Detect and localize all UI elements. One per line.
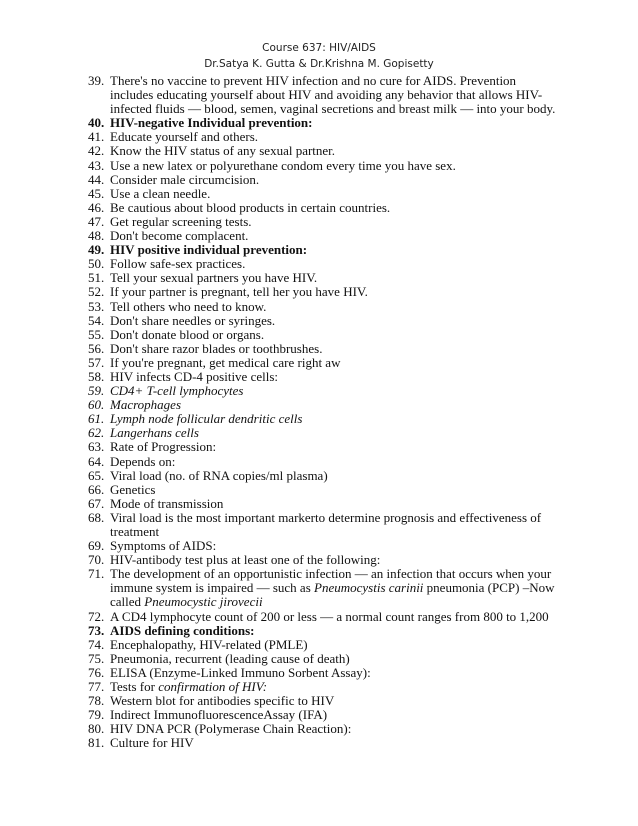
list-item: [88, 356, 558, 370]
list-item: [88, 314, 558, 328]
item-number: 55.: [88, 326, 105, 342]
item-number: 64.: [88, 453, 105, 469]
list-item: [88, 694, 558, 708]
item-number: 63.: [88, 439, 105, 455]
item-text: [110, 173, 558, 187]
text-segment: Macrophages: [110, 397, 182, 413]
item-text: [110, 426, 558, 440]
text-segment: Know the HIV status of any sexual partner.: [110, 143, 336, 159]
item-number: 43.: [88, 157, 105, 173]
list-item: [88, 553, 558, 567]
list-item: [88, 469, 558, 483]
item-number: 65.: [88, 467, 105, 483]
text-segment: Culture for HIV: [110, 735, 194, 751]
item-text: [110, 624, 558, 638]
item-text: [110, 553, 558, 567]
item-number: 73.: [88, 622, 105, 638]
list-item: [88, 328, 558, 342]
italic-text: Pneumocystic jirovecii: [144, 594, 263, 610]
list-item: [88, 201, 558, 215]
item-text: [110, 271, 558, 285]
list-item: [88, 271, 558, 285]
text-segment: Use a clean needle.: [110, 185, 211, 201]
list-item: [88, 497, 558, 511]
item-number: 79.: [88, 707, 105, 723]
item-text: [110, 708, 558, 722]
item-number: 48.: [88, 228, 105, 244]
text-segment: Tell others who need to know.: [110, 298, 267, 314]
item-number: 58.: [88, 368, 105, 384]
item-number: 57.: [88, 354, 105, 370]
text-segment: Don't share needles or syringes.: [110, 312, 276, 328]
text-segment: HIV positive individual prevention:: [110, 242, 308, 258]
item-text: [110, 722, 558, 736]
text-segment: The development of an opportunistic infection — an infection that occurs when your immune system is impaired — such as: [110, 566, 552, 596]
item-text: [110, 511, 558, 539]
text-segment: Lymph node follicular dendritic cells: [110, 411, 303, 427]
item-number: 66.: [88, 481, 105, 497]
item-number: 47.: [88, 213, 105, 229]
numbered-list: [88, 74, 558, 751]
text-segment: Langerhans cells: [110, 425, 199, 441]
text-segment: A CD4 lymphocyte count of 200 or less — a normal count ranges from 800 to 1,200: [110, 608, 549, 624]
item-number: 44.: [88, 171, 105, 187]
item-text: [110, 610, 558, 624]
item-text: [110, 455, 558, 469]
item-number: 53.: [88, 298, 105, 314]
list-item: [88, 398, 558, 412]
text-segment: CD4+ T-cell lymphocytes: [110, 383, 244, 399]
list-item: [88, 300, 558, 314]
item-text: [110, 398, 558, 412]
item-number: 62.: [88, 425, 105, 441]
item-number: 45.: [88, 185, 105, 201]
item-text: [110, 257, 558, 271]
item-text: [110, 159, 558, 173]
list-item: [88, 412, 558, 426]
text-segment: Consider male circumcision.: [110, 171, 260, 187]
course-title: Course 637: HIV/AIDS: [262, 42, 376, 54]
item-text: [110, 328, 558, 342]
list-item: [88, 610, 558, 624]
italic-text: confirmation of HIV:: [158, 679, 268, 695]
list-item: [88, 722, 558, 736]
list-item: [88, 370, 558, 384]
list-item: [88, 159, 558, 173]
item-text: [110, 314, 558, 328]
list-item: [88, 285, 558, 299]
list-item: [88, 652, 558, 666]
item-number: 71.: [88, 566, 105, 582]
item-text: [110, 187, 558, 201]
item-number: 56.: [88, 340, 105, 356]
text-segment: Rate of Progression:: [110, 439, 217, 455]
list-item: [88, 173, 558, 187]
item-text: [110, 483, 558, 497]
item-text: [110, 539, 558, 553]
list-item: [88, 567, 558, 609]
item-number: 78.: [88, 693, 105, 709]
list-item: [88, 539, 558, 553]
item-number: 67.: [88, 495, 105, 511]
item-number: 46.: [88, 199, 105, 215]
text-segment: Depends on:: [110, 453, 176, 469]
text-segment: If you're pregnant, get medical care right aw: [110, 354, 341, 370]
item-text: [110, 116, 558, 130]
list-item: [88, 483, 558, 497]
item-text: [110, 384, 558, 398]
text-segment: ELISA (Enzyme-Linked Immuno Sorbent Assay):: [110, 664, 371, 680]
item-number: 81.: [88, 735, 105, 751]
text-segment: Viral load (no. of RNA copies/ml plasma): [110, 467, 328, 483]
text-segment: Viral load is the most important markerto determine prognosis and effectiveness of treatment: [110, 509, 542, 539]
item-text: [110, 356, 558, 370]
item-number: 75.: [88, 650, 105, 666]
text-segment: HIV-negative Individual prevention:: [110, 115, 313, 131]
list-item: [88, 257, 558, 271]
list-item: [88, 215, 558, 229]
list-item: [88, 342, 558, 356]
item-number: 70.: [88, 552, 105, 568]
item-number: 80.: [88, 721, 105, 737]
text-segment: AIDS defining conditions:: [110, 622, 255, 638]
text-segment: Genetics: [110, 481, 156, 497]
list-item: [88, 229, 558, 243]
list-item: [88, 736, 558, 750]
list-item: [88, 130, 558, 144]
item-text: [110, 497, 558, 511]
text-segment: HIV infects CD-4 positive cells:: [110, 368, 279, 384]
item-text: [110, 342, 558, 356]
list-item: [88, 666, 558, 680]
item-text: [110, 680, 558, 694]
authors-line: Dr.Satya K. Gutta & Dr.Krishna M. Gopisetty: [204, 58, 434, 70]
item-number: 59.: [88, 383, 105, 399]
item-text: [110, 567, 558, 609]
list-item: [88, 624, 558, 638]
text-segment: Get regular screening tests.: [110, 213, 252, 229]
list-item: [88, 116, 558, 130]
list-item: [88, 187, 558, 201]
list-item: [88, 708, 558, 722]
text-segment: pneumonia (PCP) –Now called: [110, 580, 555, 610]
item-number: 61.: [88, 411, 105, 427]
item-number: 74.: [88, 636, 105, 652]
item-number: 69.: [88, 538, 105, 554]
text-segment: Don't share razor blades or toothbrushes.: [110, 340, 323, 356]
item-text: [110, 412, 558, 426]
text-segment: If your partner is pregnant, tell her you have HIV.: [110, 284, 368, 300]
text-segment: Be cautious about blood products in certain countries.: [110, 199, 391, 215]
list-item: [88, 426, 558, 440]
item-number: 39.: [88, 73, 105, 88]
item-text: [110, 285, 558, 299]
item-text: [110, 229, 558, 243]
item-text: [110, 370, 558, 384]
item-text: [110, 666, 558, 680]
text-segment: Tests for: [110, 679, 159, 695]
item-number: 50.: [88, 256, 105, 272]
item-text: [110, 201, 558, 215]
list-item: [88, 511, 558, 539]
item-number: 60.: [88, 397, 105, 413]
page-header: [0, 40, 638, 72]
item-number: 49.: [88, 242, 105, 258]
list-item: [88, 440, 558, 454]
text-segment: Indirect ImmunofluorescenceAssay (IFA): [110, 707, 328, 723]
item-number: 68.: [88, 509, 105, 525]
item-text: [110, 215, 558, 229]
text-segment: Symptoms of AIDS:: [110, 538, 217, 554]
item-number: 40.: [88, 115, 105, 131]
item-number: 54.: [88, 312, 105, 328]
item-number: 41.: [88, 129, 105, 145]
item-text: [110, 144, 558, 158]
text-segment: Tell your sexual partners you have HIV.: [110, 270, 318, 286]
item-number: 72.: [88, 608, 105, 624]
list-item: [88, 455, 558, 469]
item-number: 76.: [88, 664, 105, 680]
text-segment: There's no vaccine to prevent HIV infection and no cure for AIDS. Prevention includes educating yourself about HIV and avoiding any behavior that allows HIV-infected fluids — blood, semen, vaginal secretions and breast milk — into your body.: [110, 73, 556, 117]
italic-text: Pneumocystis carinii: [314, 580, 424, 596]
text-segment: Don't donate blood or organs.: [110, 326, 265, 342]
text-segment: Educate yourself and others.: [110, 129, 259, 145]
text-segment: HIV DNA PCR (Polymerase Chain Reaction):: [110, 721, 352, 737]
item-number: 42.: [88, 143, 105, 159]
item-number: 52.: [88, 284, 105, 300]
text-segment: Mode of transmission: [110, 495, 224, 511]
text-segment: HIV-antibody test plus at least one of the following:: [110, 552, 381, 568]
text-segment: Follow safe-sex practices.: [110, 256, 246, 272]
list-item: [88, 144, 558, 158]
item-text: [110, 130, 558, 144]
item-text: [110, 638, 558, 652]
item-text: [110, 74, 558, 116]
item-text: [110, 652, 558, 666]
text-segment: Western blot for antibodies specific to HIV: [110, 693, 335, 709]
text-segment: Don't become complacent.: [110, 228, 249, 244]
item-number: 51.: [88, 270, 105, 286]
list-item: [88, 384, 558, 398]
item-text: [110, 440, 558, 454]
item-text: [110, 736, 558, 750]
item-text: [110, 300, 558, 314]
list-item: [88, 638, 558, 652]
list-item: [88, 74, 558, 116]
text-segment: Use a new latex or polyurethane condom every time you have sex.: [110, 157, 456, 173]
list-item: [88, 243, 558, 257]
item-number: 77.: [88, 679, 105, 695]
item-text: [110, 694, 558, 708]
text-segment: Pneumonia, recurrent (leading cause of death): [110, 650, 350, 666]
item-text: [110, 469, 558, 483]
text-segment: Encephalopathy, HIV-related (PMLE): [110, 636, 308, 652]
list-item: [88, 680, 558, 694]
item-text: [110, 243, 558, 257]
